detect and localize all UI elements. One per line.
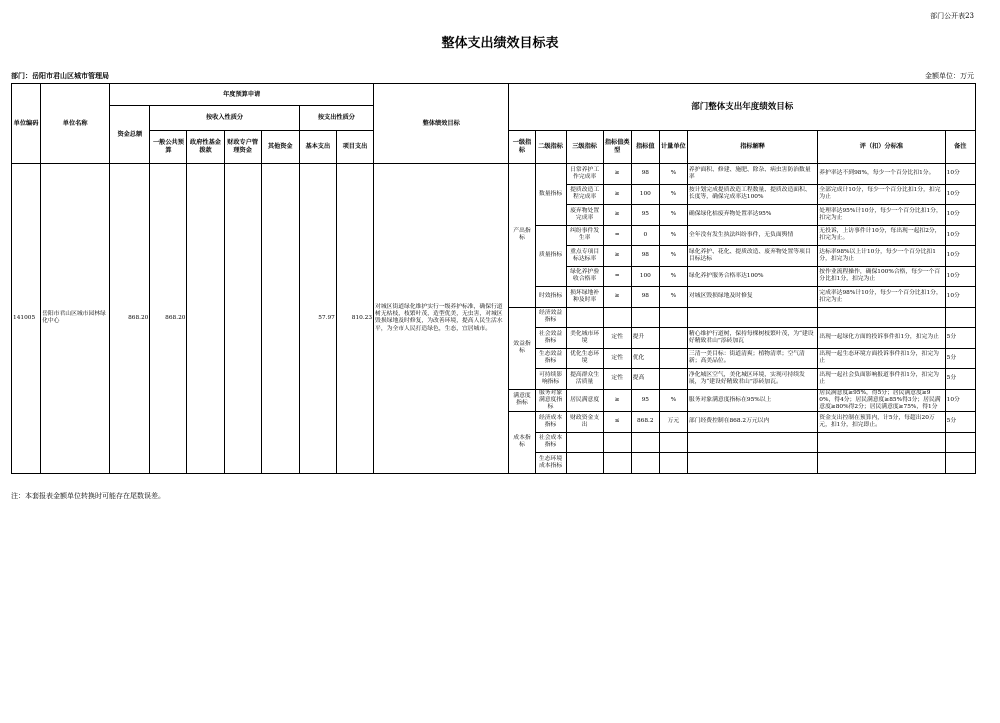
level3-cell: 绿化养护验收合格率 (566, 266, 603, 287)
unit-name-cell: 岳阳市君山区城市园林绿化中心 (41, 164, 110, 474)
unit-cell: % (659, 266, 687, 287)
scoring-cell: 处理率达95%计10分，每少一个百分比扣1分，扣完为止 (818, 205, 945, 226)
level3-cell: 财政资金支出 (566, 412, 603, 433)
explain-cell: 养护面积、修建、施肥、除杂、病虫害防治数量率 (687, 164, 817, 185)
scoring-cell: 全部完成计10分，每少一个百分比扣1分，扣完为止 (818, 184, 945, 205)
value-cell (631, 453, 659, 474)
header-total-funds: 资金总额 (110, 106, 150, 164)
scoring-cell (818, 307, 945, 328)
value-cell: 98 (631, 246, 659, 267)
level3-cell: 居民满意度 (566, 389, 603, 412)
value-type-cell: ≥ (603, 164, 631, 185)
scoring-cell: 无投诉，上访事件计10分，每出现一起扣2分，扣完为止。 (818, 225, 945, 246)
header-overall-goal: 整体绩效目标 (374, 84, 509, 164)
unit-cell: % (659, 287, 687, 308)
level3-cell: 优化生态环境 (566, 348, 603, 369)
level2-economic: 经济效益指标 (535, 307, 566, 328)
footnote: 注：本套报表金额单位转换时可能存在尾数误差。 (11, 492, 165, 500)
explain-cell: 绿化养护服务合格率达100% (687, 266, 817, 287)
scoring-cell: 完成率达98%计10分，每少一个百分比扣1分，扣完为止 (818, 287, 945, 308)
remark-cell: 5分 (945, 328, 975, 349)
header-explain: 指标解释 (687, 131, 817, 164)
remark-cell: 10分 (945, 164, 975, 185)
explain-cell: 精心维护行道树，保持每棵树枝繁叶茂，为“建设好精致君山”添砖加瓦 (687, 328, 817, 349)
general-budget-cell: 868.20 (150, 164, 187, 474)
unit-cell: 万元 (659, 412, 687, 433)
header-value: 指标值 (631, 131, 659, 164)
value-type-cell: ≥ (603, 184, 631, 205)
amount-unit-label: 金额单位：万元 (925, 72, 974, 80)
scoring-cell: 出现一起社会负面影响报道事件扣1分，扣完为止 (818, 369, 945, 390)
header-by-expense: 按支出性质分 (299, 106, 373, 131)
header-gov-fund: 政府性基金拨款 (187, 131, 224, 164)
remark-cell: 10分 (945, 246, 975, 267)
value-cell: 868.2 (631, 412, 659, 433)
level2-social-cost: 社会成本指标 (535, 432, 566, 453)
scoring-cell (818, 432, 945, 453)
scoring-cell: 达标率98%以上计10分，每少一个百分比扣1分，扣完为止 (818, 246, 945, 267)
unit-cell (659, 369, 687, 390)
level3-cell: 美化城市环境 (566, 328, 603, 349)
value-cell: 98 (631, 164, 659, 185)
value-type-cell (603, 453, 631, 474)
value-cell: 优化 (631, 348, 659, 369)
level2-eco-cost: 生态环境成本指标 (535, 453, 566, 474)
value-cell (631, 307, 659, 328)
scoring-cell (818, 453, 945, 474)
header-special-fund: 财政专户管理资金 (224, 131, 261, 164)
total-funds-cell: 868.20 (110, 164, 150, 474)
remark-cell: 10分 (945, 184, 975, 205)
unit-cell (659, 348, 687, 369)
remark-cell (945, 432, 975, 453)
remark-cell: 5分 (945, 412, 975, 433)
header-unit-code: 单位编码 (12, 84, 41, 164)
unit-code-cell: 141005 (12, 164, 41, 474)
level3-cell: 提质改造工程完成率 (566, 184, 603, 205)
level2-service: 服务对象满意度指标 (535, 389, 566, 412)
unit-cell: % (659, 184, 687, 205)
explain-cell: 净化城区空气，美化城区环境，实现可持续发展，为“建设好精致君山”添砖加瓦。 (687, 369, 817, 390)
level2-quality: 质量指标 (535, 225, 566, 287)
remark-cell: 10分 (945, 266, 975, 287)
explain-cell (687, 307, 817, 328)
performance-goal-table (11, 83, 976, 474)
value-type-cell: = (603, 266, 631, 287)
level3-cell (566, 307, 603, 328)
gov-fund-cell (187, 164, 224, 474)
page-title: 整体支出绩效目标表 (441, 36, 559, 51)
scoring-cell: 出现一起绿化方面的投诉事件扣1分，扣完为止 (818, 328, 945, 349)
explain-cell: 对城区毁损绿地及时修复 (687, 287, 817, 308)
remark-cell (945, 453, 975, 474)
value-cell: 98 (631, 287, 659, 308)
level3-cell: 提高群众生活质量 (566, 369, 603, 390)
remark-cell: 5分 (945, 348, 975, 369)
explain-cell (687, 432, 817, 453)
header-level2: 二级指标 (535, 131, 566, 164)
value-type-cell: = (603, 225, 631, 246)
header-annual-budget: 年度预算申请 (110, 84, 374, 106)
header-unit: 计量单位 (659, 131, 687, 164)
header-level3: 三级指标 (566, 131, 603, 164)
level3-cell: 损坏绿地补种及时率 (566, 287, 603, 308)
unit-cell (659, 453, 687, 474)
table-row (12, 164, 976, 185)
level3-cell: 废弃物处置完成率 (566, 205, 603, 226)
value-type-cell: ≥ (603, 205, 631, 226)
page-code: 部门公开表23 (930, 12, 974, 20)
special-fund-cell (224, 164, 261, 474)
header-level1: 一级指标 (509, 131, 535, 164)
level2-quantity: 数量指标 (535, 164, 566, 226)
value-cell: 提高 (631, 369, 659, 390)
level1-cost: 成本指标 (509, 412, 535, 474)
scoring-cell: 出现一起生态环境方面投诉事件扣1分，扣完为止 (818, 348, 945, 369)
value-cell (631, 432, 659, 453)
header-dept-goals: 部门整体支出年度绩效目标 (509, 84, 976, 131)
header-by-income: 按收入性质分 (150, 106, 299, 131)
header-unit-name: 单位名称 (41, 84, 110, 164)
remark-cell: 10分 (945, 389, 975, 412)
remark-cell (945, 307, 975, 328)
explain-cell: 三清一美目标：街道清爽；植物清翠；空气清新；高美品位。 (687, 348, 817, 369)
level2-timeliness: 时效指标 (535, 287, 566, 308)
value-type-cell: ≥ (603, 246, 631, 267)
level2-ecological: 生态效益指标 (535, 348, 566, 369)
scoring-cell: 养护率达不到98%，每少一个百分比扣1分。 (818, 164, 945, 185)
remark-cell: 10分 (945, 225, 975, 246)
header-project-exp: 项目支出 (336, 131, 373, 164)
basic-exp-cell: 57.97 (299, 164, 336, 474)
level3-cell (566, 453, 603, 474)
level2-econ-cost: 经济成本指标 (535, 412, 566, 433)
value-cell: 100 (631, 184, 659, 205)
unit-cell (659, 307, 687, 328)
explain-cell: 部门经费控制在868.2万元以内 (687, 412, 817, 433)
scoring-cell: 资金支出控制在预算内，计5分，每超出20万元，扣1分，扣完即止。 (818, 412, 945, 433)
remark-cell: 10分 (945, 205, 975, 226)
remark-cell: 5分 (945, 369, 975, 390)
value-type-cell (603, 432, 631, 453)
value-cell: 95 (631, 389, 659, 412)
value-type-cell: 定性 (603, 369, 631, 390)
value-type-cell (603, 307, 631, 328)
unit-cell: % (659, 205, 687, 226)
unit-cell: % (659, 246, 687, 267)
explain-cell: 服务对象满意度指标在95%以上 (687, 389, 817, 412)
value-cell: 0 (631, 225, 659, 246)
level3-cell: 日常养护工作完成率 (566, 164, 603, 185)
scoring-cell: 按作业流程操作，确保100%合格，每少一个百分比扣1分，扣完为止 (818, 266, 945, 287)
value-type-cell: ≥ (603, 287, 631, 308)
explain-cell: 按计划完成提质改造工程数量、提质改造面积、长度等，确保完成率达100% (687, 184, 817, 205)
value-type-cell: 定性 (603, 348, 631, 369)
explain-cell: 全年没有发生执法纠纷事件，无负面舆情 (687, 225, 817, 246)
value-cell: 100 (631, 266, 659, 287)
header-basic-exp: 基本支出 (299, 131, 336, 164)
explain-cell (687, 453, 817, 474)
level3-cell: 重点专项目标达标率 (566, 246, 603, 267)
other-fund-cell (261, 164, 299, 474)
header-general-budget: 一般公共预算 (150, 131, 187, 164)
project-exp-cell: 810.23 (336, 164, 373, 474)
level3-cell: 纠纷事件发生率 (566, 225, 603, 246)
scoring-cell: 居民满意度≥95%，得5分；居民满意度≥90%，得4分；居民满意度≥85%得3分；居民满意度≥80%得2分；居民满意度≥75%，得1分 (818, 389, 945, 412)
department-label: 部门：岳阳市君山区城市管理局 (11, 72, 109, 80)
unit-cell (659, 328, 687, 349)
remark-cell: 10分 (945, 287, 975, 308)
header-scoring: 评（扣）分标准 (818, 131, 945, 164)
value-cell: 提升 (631, 328, 659, 349)
explain-cell: 确保绿化枯废弃物处置率达95% (687, 205, 817, 226)
unit-cell (659, 432, 687, 453)
header-other-fund: 其他资金 (261, 131, 299, 164)
header-remark: 备注 (945, 131, 975, 164)
level1-satisfaction: 满意度指标 (509, 389, 535, 412)
overall-goal-cell: 对城区街道绿化维护实行一级养护标准，确保行道树无枯枝，枝繁叶茂，造型优美，无虫害，对城区毁损绿地及时修复，为改善环境，提高人民生活水平，为全市人民打造绿色，生态，宜居城市。 (374, 164, 509, 474)
level2-sustainable: 可持续影响指标 (535, 369, 566, 390)
header-value-type: 指标值类型 (603, 131, 631, 164)
value-type-cell: ≤ (603, 412, 631, 433)
value-type-cell: 定性 (603, 328, 631, 349)
level1-output: 产出指标 (509, 164, 535, 308)
explain-cell: 绿化养护、花化、提质改造、废弃物处置等项目目标达标 (687, 246, 817, 267)
value-type-cell: ≥ (603, 389, 631, 412)
level1-benefit: 效益指标 (509, 307, 535, 389)
unit-cell: % (659, 225, 687, 246)
value-cell: 95 (631, 205, 659, 226)
unit-cell: % (659, 389, 687, 412)
level3-cell (566, 432, 603, 453)
unit-cell: % (659, 164, 687, 185)
level2-social: 社会效益指标 (535, 328, 566, 349)
